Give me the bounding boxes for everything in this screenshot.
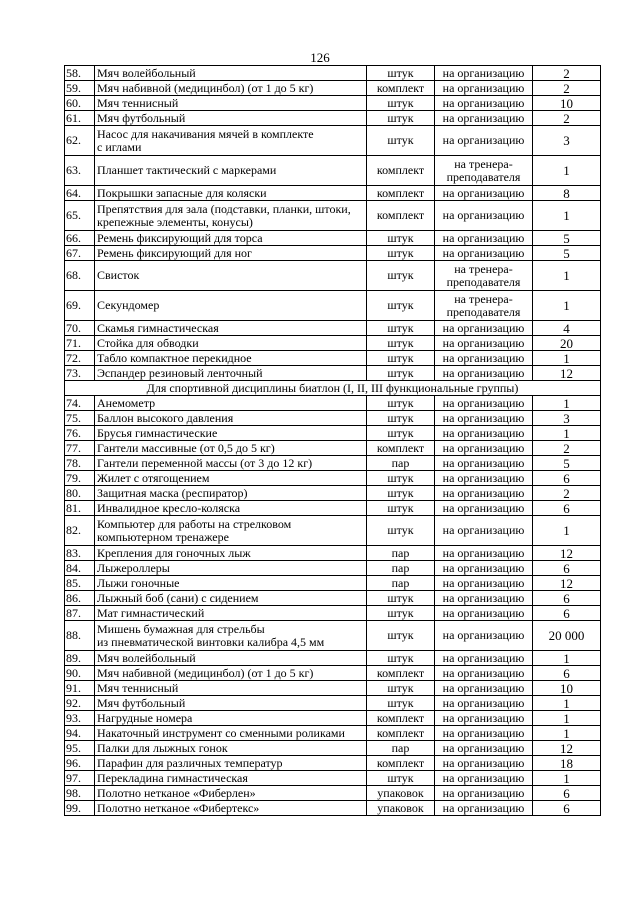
section-heading: Для спортивной дисциплины биатлон (I, II, III функциональные группы) — [65, 381, 601, 396]
item-name: Свисток — [95, 261, 367, 291]
quantity: 5 — [533, 246, 601, 261]
allocation: на организацию — [435, 711, 533, 726]
item-name: Накаточный инструмент со сменными роликами — [95, 726, 367, 741]
allocation: на организацию — [435, 126, 533, 156]
row-number: 59. — [65, 81, 95, 96]
unit-of-measure: комплект — [367, 711, 435, 726]
table-row — [65, 291, 601, 321]
quantity: 2 — [533, 486, 601, 501]
row-number: 61. — [65, 111, 95, 126]
unit-of-measure: штук — [367, 396, 435, 411]
row-number: 88. — [65, 621, 95, 651]
item-name: Крепления для гоночных лыж — [95, 546, 367, 561]
allocation: на организацию — [435, 351, 533, 366]
unit-of-measure: штук — [367, 261, 435, 291]
unit-of-measure: штук — [367, 771, 435, 786]
unit-of-measure: комплект — [367, 756, 435, 771]
allocation: на организацию — [435, 396, 533, 411]
table-row — [65, 336, 601, 351]
allocation: на организацию — [435, 501, 533, 516]
quantity: 20 — [533, 336, 601, 351]
row-number: 81. — [65, 501, 95, 516]
allocation: на организацию — [435, 516, 533, 546]
table-row — [65, 156, 601, 186]
unit-of-measure: штук — [367, 126, 435, 156]
item-name: Препятствия для зала (подставки, планки, штоки, крепежные элементы, конусы) — [95, 201, 367, 231]
unit-of-measure: штук — [367, 321, 435, 336]
allocation: на организацию — [435, 786, 533, 801]
unit-of-measure: пар — [367, 576, 435, 591]
row-number: 83. — [65, 546, 95, 561]
row-number: 98. — [65, 786, 95, 801]
table-row — [65, 741, 601, 756]
allocation: на организацию — [435, 801, 533, 816]
item-name: Лыжероллеры — [95, 561, 367, 576]
unit-of-measure: штук — [367, 696, 435, 711]
table-row — [65, 591, 601, 606]
table-row — [65, 96, 601, 111]
allocation: на организацию — [435, 576, 533, 591]
quantity: 12 — [533, 576, 601, 591]
allocation: на организацию — [435, 201, 533, 231]
allocation: на организацию — [435, 486, 533, 501]
unit-of-measure: штук — [367, 516, 435, 546]
unit-of-measure: пар — [367, 456, 435, 471]
quantity: 10 — [533, 681, 601, 696]
item-name: Мяч набивной (медицинбол) (от 1 до 5 кг) — [95, 666, 367, 681]
row-number: 76. — [65, 426, 95, 441]
unit-of-measure: штук — [367, 591, 435, 606]
item-name: Баллон высокого давления — [95, 411, 367, 426]
unit-of-measure: штук — [367, 231, 435, 246]
quantity: 1 — [533, 426, 601, 441]
allocation: на тренера- преподавателя — [435, 291, 533, 321]
allocation: на организацию — [435, 651, 533, 666]
table-row — [65, 261, 601, 291]
table-row — [65, 456, 601, 471]
unit-of-measure: штук — [367, 471, 435, 486]
unit-of-measure: штук — [367, 651, 435, 666]
item-name: Ремень фиксирующий для торса — [95, 231, 367, 246]
table-row — [65, 501, 601, 516]
row-number: 86. — [65, 591, 95, 606]
quantity: 2 — [533, 66, 601, 81]
table-row — [65, 111, 601, 126]
table-row — [65, 201, 601, 231]
quantity: 1 — [533, 396, 601, 411]
item-name: Перекладина гимнастическая — [95, 771, 367, 786]
allocation: на организацию — [435, 621, 533, 651]
quantity: 5 — [533, 231, 601, 246]
table-row — [65, 186, 601, 201]
allocation: на организацию — [435, 591, 533, 606]
allocation: на организацию — [435, 546, 533, 561]
allocation: на тренера- преподавателя — [435, 261, 533, 291]
row-number: 94. — [65, 726, 95, 741]
quantity: 6 — [533, 501, 601, 516]
table-row — [65, 576, 601, 591]
unit-of-measure: упаковок — [367, 801, 435, 816]
row-number: 70. — [65, 321, 95, 336]
row-number: 92. — [65, 696, 95, 711]
row-number: 97. — [65, 771, 95, 786]
item-name: Гантели массивные (от 0,5 до 5 кг) — [95, 441, 367, 456]
unit-of-measure: штук — [367, 606, 435, 621]
unit-of-measure: упаковок — [367, 786, 435, 801]
table-row — [65, 666, 601, 681]
item-name: Планшет тактический с маркерами — [95, 156, 367, 186]
quantity: 5 — [533, 456, 601, 471]
item-name: Жилет с отягощением — [95, 471, 367, 486]
quantity: 4 — [533, 321, 601, 336]
item-name: Защитная маска (респиратор) — [95, 486, 367, 501]
table-row — [65, 696, 601, 711]
row-number: 63. — [65, 156, 95, 186]
allocation: на тренера- преподавателя — [435, 156, 533, 186]
row-number: 60. — [65, 96, 95, 111]
item-name: Эспандер резиновый ленточный — [95, 366, 367, 381]
quantity: 6 — [533, 591, 601, 606]
row-number: 84. — [65, 561, 95, 576]
quantity: 20 000 — [533, 621, 601, 651]
row-number: 73. — [65, 366, 95, 381]
unit-of-measure: пар — [367, 741, 435, 756]
allocation: на организацию — [435, 756, 533, 771]
unit-of-measure: штук — [367, 96, 435, 111]
unit-of-measure: комплект — [367, 726, 435, 741]
item-name: Нагрудные номера — [95, 711, 367, 726]
quantity: 3 — [533, 126, 601, 156]
quantity: 1 — [533, 351, 601, 366]
quantity: 2 — [533, 81, 601, 96]
quantity: 10 — [533, 96, 601, 111]
item-name: Мяч футбольный — [95, 696, 367, 711]
table-row — [65, 801, 601, 816]
row-number: 72. — [65, 351, 95, 366]
quantity: 12 — [533, 546, 601, 561]
allocation: на организацию — [435, 231, 533, 246]
row-number: 90. — [65, 666, 95, 681]
quantity: 6 — [533, 606, 601, 621]
item-name: Мяч волейбольный — [95, 66, 367, 81]
allocation: на организацию — [435, 336, 533, 351]
row-number: 58. — [65, 66, 95, 81]
table-row — [65, 366, 601, 381]
quantity: 1 — [533, 261, 601, 291]
unit-of-measure: пар — [367, 546, 435, 561]
row-number: 68. — [65, 261, 95, 291]
table-row — [65, 516, 601, 546]
item-name: Анемометр — [95, 396, 367, 411]
quantity: 6 — [533, 666, 601, 681]
table-row — [65, 756, 601, 771]
allocation: на организацию — [435, 681, 533, 696]
unit-of-measure: комплект — [367, 81, 435, 96]
row-number: 69. — [65, 291, 95, 321]
quantity: 6 — [533, 786, 601, 801]
item-name: Гантели переменной массы (от 3 до 12 кг) — [95, 456, 367, 471]
allocation: на организацию — [435, 771, 533, 786]
item-name: Покрышки запасные для коляски — [95, 186, 367, 201]
row-number: 71. — [65, 336, 95, 351]
unit-of-measure: штук — [367, 291, 435, 321]
unit-of-measure: комплект — [367, 156, 435, 186]
table-row — [65, 441, 601, 456]
unit-of-measure: штук — [367, 246, 435, 261]
row-number: 64. — [65, 186, 95, 201]
quantity: 6 — [533, 471, 601, 486]
allocation: на организацию — [435, 81, 533, 96]
table-row — [65, 621, 601, 651]
allocation: на организацию — [435, 186, 533, 201]
quantity: 6 — [533, 801, 601, 816]
table-row — [65, 471, 601, 486]
item-name: Мяч теннисный — [95, 681, 367, 696]
table-row — [65, 486, 601, 501]
quantity: 1 — [533, 516, 601, 546]
item-name: Мишень бумажная для стрельбы из пневматической винтовки калибра 4,5 мм — [95, 621, 367, 651]
quantity: 2 — [533, 111, 601, 126]
item-name: Компьютер для работы на стрелковом компьютерном тренажере — [95, 516, 367, 546]
allocation: на организацию — [435, 111, 533, 126]
unit-of-measure: штук — [367, 411, 435, 426]
row-number: 67. — [65, 246, 95, 261]
row-number: 93. — [65, 711, 95, 726]
unit-of-measure: штук — [367, 426, 435, 441]
table-row — [65, 771, 601, 786]
allocation: на организацию — [435, 561, 533, 576]
item-name: Лыжный боб (сани) с сидением — [95, 591, 367, 606]
item-name: Секундомер — [95, 291, 367, 321]
item-name: Мяч волейбольный — [95, 651, 367, 666]
allocation: на организацию — [435, 726, 533, 741]
table-row — [65, 711, 601, 726]
row-number: 79. — [65, 471, 95, 486]
allocation: на организацию — [435, 366, 533, 381]
item-name: Полотно нетканое «Фибертекс» — [95, 801, 367, 816]
item-name: Инвалидное кресло-коляска — [95, 501, 367, 516]
table-row — [65, 231, 601, 246]
item-name: Насос для накачивания мячей в комплекте с иглами — [95, 126, 367, 156]
allocation: на организацию — [435, 741, 533, 756]
row-number: 95. — [65, 741, 95, 756]
item-name: Парафин для различных температур — [95, 756, 367, 771]
item-name: Полотно нетканое «Фиберлен» — [95, 786, 367, 801]
item-name: Лыжи гоночные — [95, 576, 367, 591]
row-number: 65. — [65, 201, 95, 231]
table-row — [65, 81, 601, 96]
unit-of-measure: штук — [367, 336, 435, 351]
row-number: 75. — [65, 411, 95, 426]
quantity: 8 — [533, 186, 601, 201]
quantity: 12 — [533, 741, 601, 756]
table-row — [65, 426, 601, 441]
row-number: 62. — [65, 126, 95, 156]
quantity: 1 — [533, 711, 601, 726]
quantity: 1 — [533, 156, 601, 186]
allocation: на организацию — [435, 246, 533, 261]
item-name: Мат гимнастический — [95, 606, 367, 621]
unit-of-measure: штук — [367, 366, 435, 381]
table-row — [65, 411, 601, 426]
allocation: на организацию — [435, 441, 533, 456]
unit-of-measure: штук — [367, 501, 435, 516]
row-number: 66. — [65, 231, 95, 246]
table-row — [65, 351, 601, 366]
section-heading-row — [65, 381, 601, 396]
row-number: 85. — [65, 576, 95, 591]
allocation: на организацию — [435, 426, 533, 441]
quantity: 2 — [533, 441, 601, 456]
allocation: на организацию — [435, 471, 533, 486]
unit-of-measure: пар — [367, 561, 435, 576]
item-name: Ремень фиксирующий для ног — [95, 246, 367, 261]
item-name: Стойка для обводки — [95, 336, 367, 351]
table-row — [65, 66, 601, 81]
quantity: 1 — [533, 291, 601, 321]
item-name: Мяч теннисный — [95, 96, 367, 111]
table-row — [65, 786, 601, 801]
table-row — [65, 651, 601, 666]
row-number: 99. — [65, 801, 95, 816]
unit-of-measure: штук — [367, 351, 435, 366]
table-row — [65, 321, 601, 336]
allocation: на организацию — [435, 66, 533, 81]
unit-of-measure: комплект — [367, 201, 435, 231]
unit-of-measure: штук — [367, 111, 435, 126]
table-row — [65, 726, 601, 741]
row-number: 87. — [65, 606, 95, 621]
equipment-table — [64, 65, 601, 816]
table-row — [65, 606, 601, 621]
item-name: Мяч футбольный — [95, 111, 367, 126]
allocation: на организацию — [435, 96, 533, 111]
item-name: Брусья гимнастические — [95, 426, 367, 441]
table-row — [65, 396, 601, 411]
row-number: 91. — [65, 681, 95, 696]
page-number: 126 — [310, 50, 330, 65]
quantity: 3 — [533, 411, 601, 426]
unit-of-measure: комплект — [367, 186, 435, 201]
row-number: 80. — [65, 486, 95, 501]
table-row — [65, 126, 601, 156]
unit-of-measure: штук — [367, 621, 435, 651]
item-name: Палки для лыжных гонок — [95, 741, 367, 756]
allocation: на организацию — [435, 696, 533, 711]
item-name: Мяч набивной (медицинбол) (от 1 до 5 кг) — [95, 81, 367, 96]
row-number: 89. — [65, 651, 95, 666]
allocation: на организацию — [435, 666, 533, 681]
row-number: 78. — [65, 456, 95, 471]
unit-of-measure: штук — [367, 681, 435, 696]
unit-of-measure: комплект — [367, 666, 435, 681]
quantity: 1 — [533, 771, 601, 786]
unit-of-measure: штук — [367, 66, 435, 81]
table-row — [65, 561, 601, 576]
row-number: 77. — [65, 441, 95, 456]
allocation: на организацию — [435, 321, 533, 336]
row-number: 82. — [65, 516, 95, 546]
quantity: 1 — [533, 651, 601, 666]
allocation: на организацию — [435, 606, 533, 621]
allocation: на организацию — [435, 411, 533, 426]
allocation: на организацию — [435, 456, 533, 471]
quantity: 1 — [533, 201, 601, 231]
unit-of-measure: штук — [367, 486, 435, 501]
row-number: 74. — [65, 396, 95, 411]
quantity: 1 — [533, 726, 601, 741]
quantity: 18 — [533, 756, 601, 771]
quantity: 1 — [533, 696, 601, 711]
table-row — [65, 546, 601, 561]
item-name: Скамья гимнастическая — [95, 321, 367, 336]
table-row — [65, 246, 601, 261]
item-name: Табло компактное перекидное — [95, 351, 367, 366]
quantity: 12 — [533, 366, 601, 381]
row-number: 96. — [65, 756, 95, 771]
table-row — [65, 681, 601, 696]
quantity: 6 — [533, 561, 601, 576]
unit-of-measure: комплект — [367, 441, 435, 456]
